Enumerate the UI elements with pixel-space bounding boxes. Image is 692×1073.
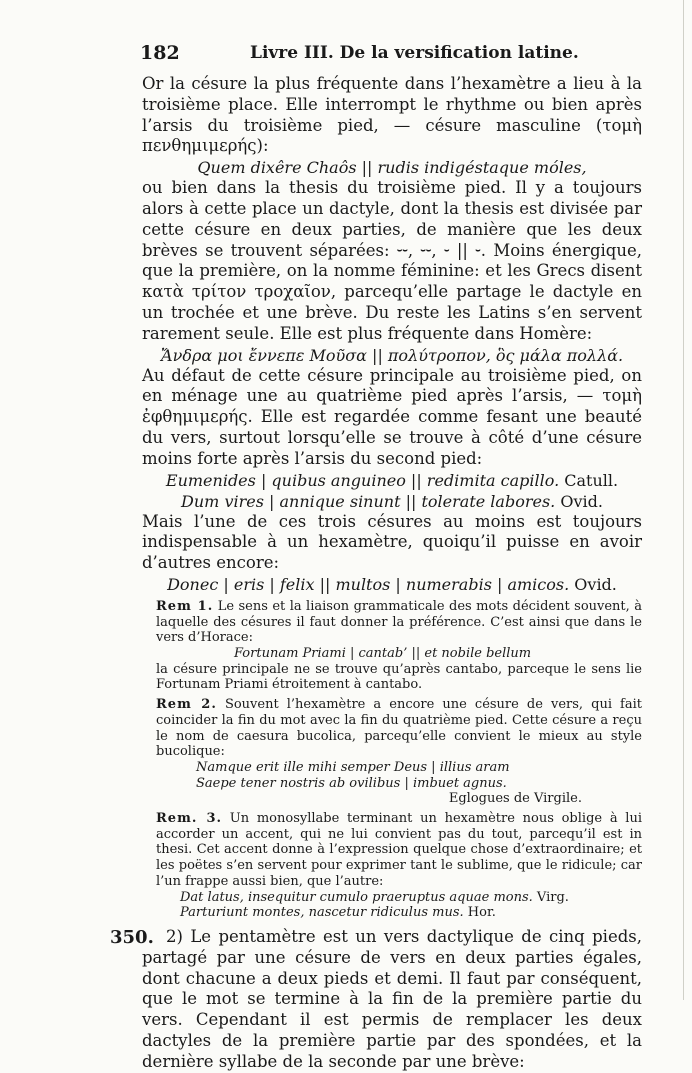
- verse-text: Dum vires | annique sinunt || tolerate labores.: [181, 491, 556, 511]
- remark-verse: [156, 890, 642, 906]
- remark-3: [142, 811, 642, 921]
- remark-label: Rem. 3.: [156, 811, 223, 827]
- verse-example-eumenides: [142, 470, 642, 491]
- remark-text: Un monosyllabe terminant un hexamètre nous oblige à lui accorder un accent, qui ne lui convient pas du tout, parcequ’il est in thesi. Cet accent donne à l’expression quelque chose d’extraordinaire; et les poëtes s’en servent pour exprimer tant le sublime, que le ridicule; car l’un frappe aussi bien, que l’autre:: [156, 811, 642, 889]
- paragraph-indispensable: Mais l’une de ces trois césures au moins est toujours indispensable à un hexamètre, quoiqu’il puisse en avoir d’autres encore:: [142, 511, 642, 573]
- section-text: 2) Le pentamètre est un vers dactylique de cinq pieds, partagé par une césure de vers en deux parties égales, dont chacune a deux pieds et demi. Il faut par conséquent, que le mot se termine à la fin de la première partie du vers. Cependant il est permis de remplacer les deux dactyles de la première partie par des spondées, et la dernière syllabe de la seconde par une brève:: [142, 927, 642, 1071]
- remark-text-after: la césure principale ne se trouve qu’après cantabo, parceque le sens lie Fortunam Priami étroitement à cantabo.: [156, 661, 642, 693]
- page-edge-rule: [683, 0, 684, 1000]
- page-header: [140, 42, 660, 66]
- remark-text: Souvent l’hexamètre a encore une césure de vers, qui fait coincider la fin du mot avec la fin du quatrième pied. Cette césure a reçu le nom de caesura bucolica, parcequ’elle convient le mieux au style bucolique:: [156, 697, 642, 760]
- remark-verse: Namque erit ille mihi semper Deus | illius aram: [196, 759, 510, 775]
- verse-source: Ovid.: [560, 491, 603, 511]
- remark-label: Rem 2.: [156, 697, 217, 713]
- verse-example-donec: [142, 574, 642, 595]
- paragraph-fourth-foot: Au défaut de cette césure principale au troisième pied, on en ménage une au quatrième pied après l’arsis, — τομὴ ἐφθημιμερής. Elle est regardée comme fesant une beauté du vers, surtout lorsqu’elle se trouve à côté d’une césure moins forte après l’arsis du second pied:: [142, 365, 642, 468]
- remark-verse: [156, 905, 642, 921]
- section-number: 350.: [110, 927, 154, 948]
- verse-text: Donec | eris | felix || multos | numerabis | amicos.: [167, 574, 570, 594]
- verse-source: Ovid.: [574, 574, 617, 594]
- verse-example-quem: Quem dixêre Chaôs || rudis indigéstaque móles,: [197, 158, 587, 178]
- remark-text: Le sens et la liaison grammaticale des mots décident souvent, à laquelle des césures il faut donner la préférence. C’est ainsi que dans le vers d’Horace:: [156, 598, 642, 646]
- verse-example-dum-vires: [142, 491, 642, 512]
- running-title: Livre III. De la versification latine.: [250, 43, 579, 63]
- remark-verse: Saepe tener nostris ab ovilibus | imbuet agnus.: [196, 775, 507, 791]
- remark-source: Eglogues de Virgile.: [448, 791, 582, 807]
- verse-source: Virg.: [536, 889, 569, 905]
- page-body: [110, 74, 642, 1073]
- verse-source: Hor.: [467, 905, 496, 921]
- verse-text: Parturiunt montes, nascetur ridiculus mus.: [180, 905, 464, 921]
- verse-text: Eumenides | quibus anguineo || redimita capillo.: [165, 470, 560, 490]
- page-number: 182: [140, 42, 180, 64]
- paragraph-caesura-intro: Or la césure la plus fréquente dans l’hexamètre a lieu à la troisième place. Elle interrompt le rhythme ou bien après l’arsis du troisième pied, — césure masculine (τομὴ πενθημιμερής):: [142, 74, 642, 156]
- remark-2: [142, 697, 642, 807]
- verse-source: Catull.: [564, 470, 619, 490]
- remark-label: Rem 1.: [156, 598, 214, 614]
- verse-example-homer: Ἄνδρα μοι ἔννεπε Μοῦσα || πολύτροπον, ὃς μάλα πολλά.: [160, 345, 624, 365]
- paragraph-feminine-caesura: ou bien dans la thesis du troisième pied. Il y a toujours alors à cette place un dactyle, dont la thesis est divisée par cette césure en deux parties, de manière que les deux brèves se trouvent séparées: ⏑⏑, ⏑⏑, ⏑ || ⏑. Moins énergique, que la première, on la nomme féminine: et les Grecs disent κατὰ τρίτον τροχαῖον, parcequ’elle partage le dactyle en un trochée et une brève. Du reste les Latins s’en servent rarement seule. Elle est plus fréquente dans Homère:: [142, 178, 642, 343]
- remark-1: [142, 599, 642, 693]
- verse-text: Dat latus, insequitur cumulo praeruptus aquae mons.: [180, 889, 533, 905]
- remark-verse: Fortunam Priami | cantab’ || et nobile bellum: [234, 646, 532, 662]
